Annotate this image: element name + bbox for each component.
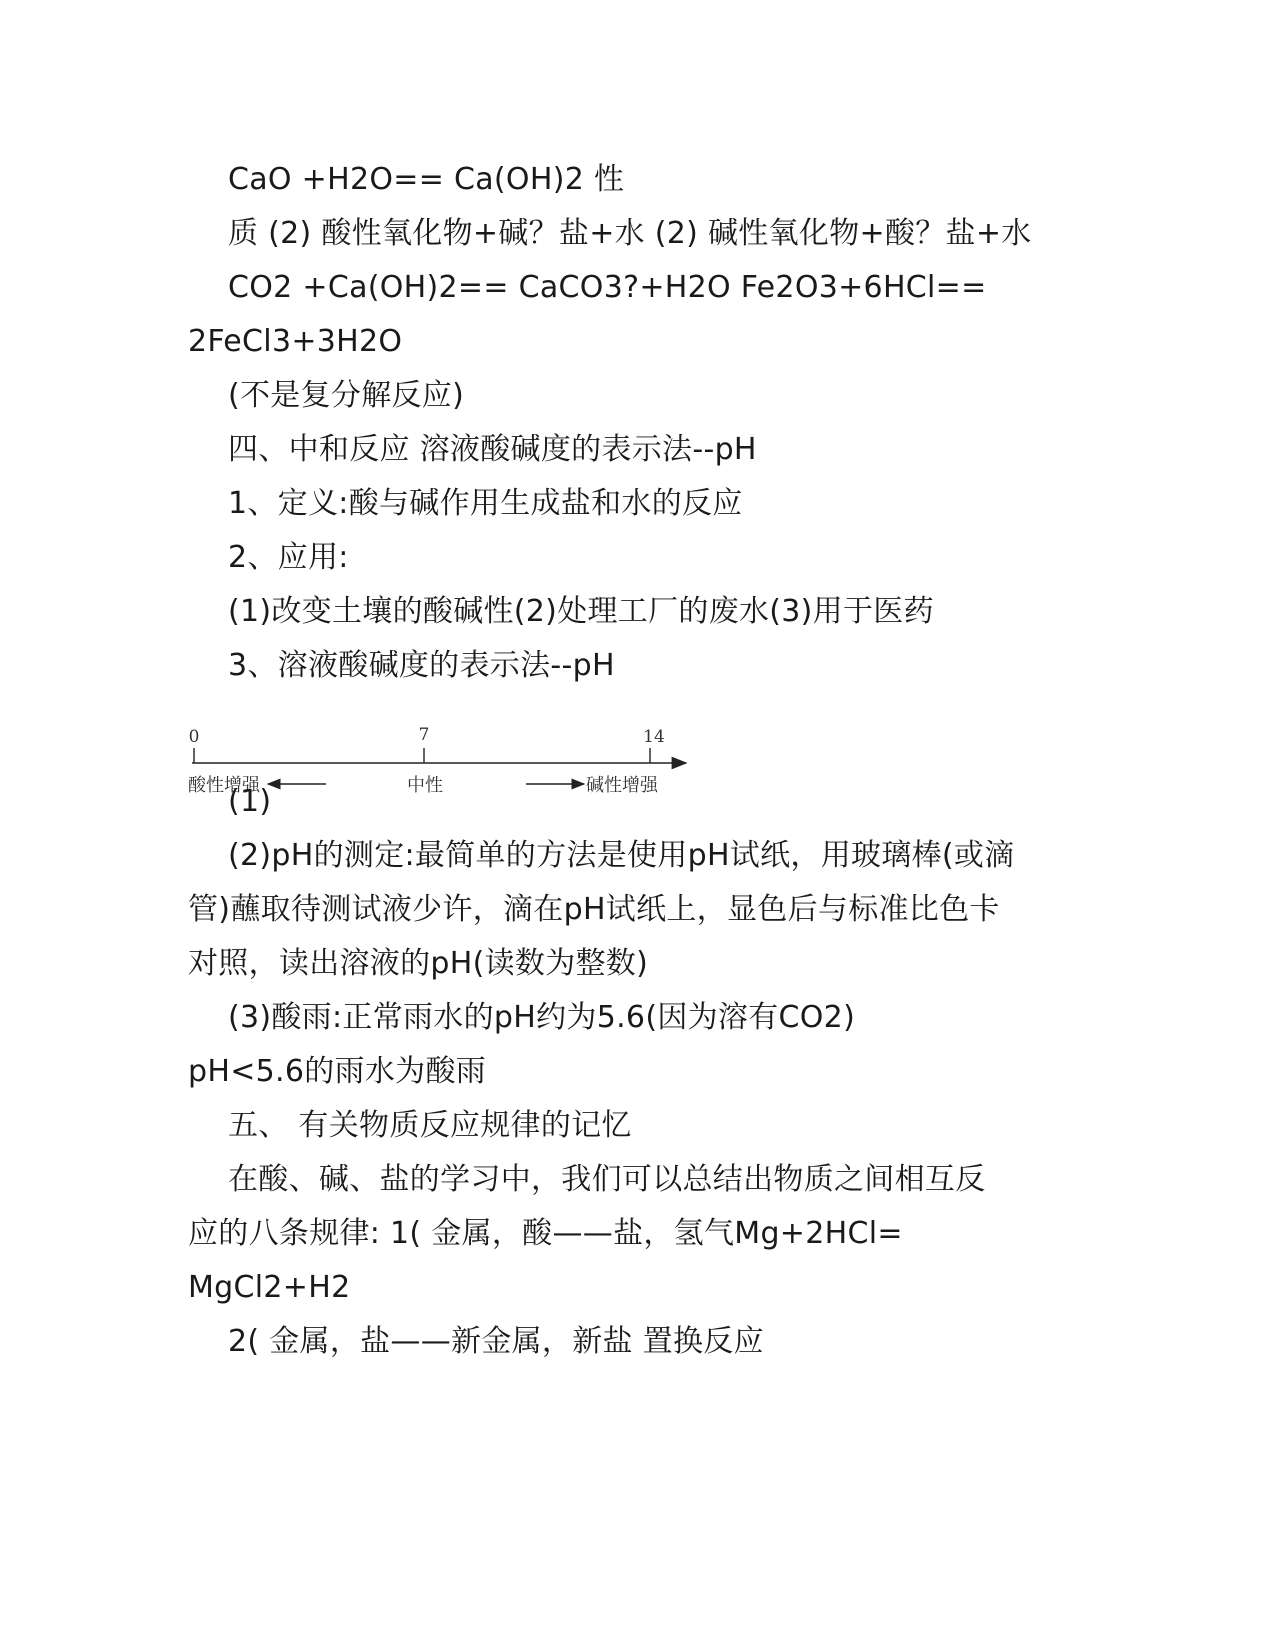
text-line: CO2 +Ca(OH)2== CaCO3?+H2O Fe2O3+6HCl== <box>228 270 987 305</box>
text-line: 在酸、碱、盐的学习中，我们可以总结出物质之间相互反 <box>228 1162 986 1197</box>
text-line: 2FeCl3+3H2O <box>188 324 403 359</box>
text-line: 2、应用: <box>228 540 349 575</box>
ph-tick-label-0: 0 <box>188 727 200 747</box>
text-line: pH<5.6的雨水为酸雨 <box>188 1054 487 1089</box>
text-line: (2)pH的测定:最简单的方法是使用pH试纸，用玻璃棒(或滴 <box>228 838 1015 873</box>
text-line: 管)蘸取待测试液少许，滴在pH试纸上，显色后与标准比色卡 <box>188 892 1000 927</box>
text-line: (3)酸雨:正常雨水的pH约为5.6(因为溶有CO2) <box>228 1000 856 1035</box>
text-line: 应的八条规律: 1( 金属，酸——盐，氢气Mg+2HCl= <box>188 1216 903 1251</box>
text-line: 1、定义:酸与碱作用生成盐和水的反应 <box>228 486 743 521</box>
text-line: 对照，读出溶液的pH(读数为整数) <box>188 946 649 981</box>
ph-neutral-label: 中性 <box>407 775 443 796</box>
text-line: (1)改变土壤的酸碱性(2)处理工厂的废水(3)用于医药 <box>228 594 934 629</box>
text-line: 2( 金属，盐——新金属，新盐 置换反应 <box>228 1324 764 1359</box>
text-line: 3、溶液酸碱度的表示法--pH <box>228 648 615 683</box>
ph-tick-label-14: 14 <box>643 727 665 747</box>
text-line: 质 (2) 酸性氧化物+碱？盐+水 (2) 碱性氧化物+酸？盐+水 <box>228 216 1032 251</box>
ph-acidic-label: 酸性增强 <box>188 775 260 796</box>
section-heading: 四、中和反应 溶液酸碱度的表示法--pH <box>228 432 757 467</box>
text-line: (不是复分解反应) <box>228 378 465 413</box>
text-line: (1) <box>228 784 272 819</box>
ph-tick-label-7: 7 <box>418 725 430 745</box>
text-line: CaO +H2O== Ca(OH)2 性 <box>228 162 625 197</box>
text-line: MgCl2+H2 <box>188 1270 351 1305</box>
ph-basic-label: 碱性增强 <box>586 775 658 796</box>
section-heading: 五、 有关物质反应规律的记忆 <box>228 1108 632 1143</box>
